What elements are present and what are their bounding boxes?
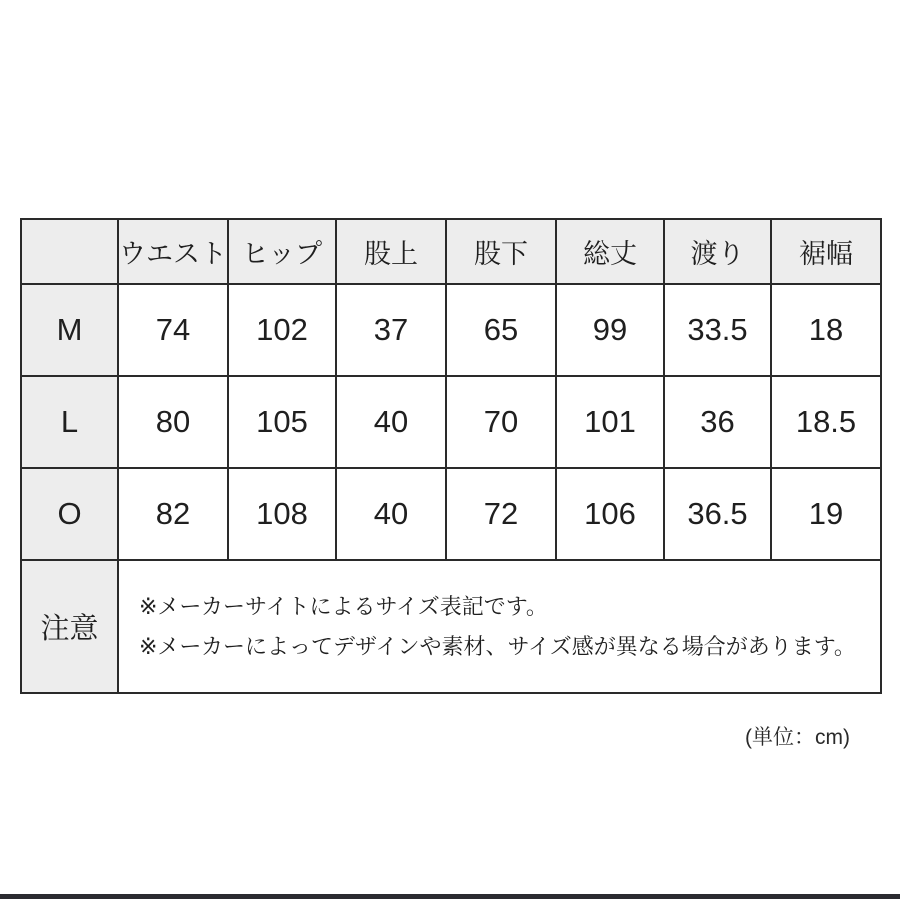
cell-m-total-length: 99	[556, 284, 664, 376]
note-label: 注意	[21, 560, 118, 693]
header-cell-waist: ウエスト	[118, 219, 228, 284]
note-line-1: ※メーカーサイトによるサイズ表記です。	[139, 593, 548, 619]
row-label-m: M	[21, 284, 118, 376]
note-cell	[118, 560, 881, 693]
cell-m-thigh-width: 33.5	[664, 284, 771, 376]
header-cell-rise: 股上	[336, 219, 446, 284]
row-size-m	[21, 284, 881, 376]
header-cell-hem-width: 裾幅	[771, 219, 881, 284]
cell-o-total-length: 106	[556, 468, 664, 560]
cell-l-waist: 80	[118, 376, 228, 468]
row-label-l: L	[21, 376, 118, 468]
header-cell-total-length: 総丈	[556, 219, 664, 284]
cell-m-hem-width: 18	[771, 284, 881, 376]
cell-o-hem-width: 19	[771, 468, 881, 560]
table-header-row	[21, 219, 881, 284]
cell-l-thigh-width: 36	[664, 376, 771, 468]
photo-bottom-edge	[0, 894, 900, 899]
row-note	[21, 560, 881, 693]
cell-m-waist: 74	[118, 284, 228, 376]
row-size-o	[21, 468, 881, 560]
row-size-l	[21, 376, 881, 468]
cell-m-hip: 102	[228, 284, 336, 376]
cell-l-hip: 105	[228, 376, 336, 468]
header-cell-inseam: 股下	[446, 219, 556, 284]
cell-o-hip: 108	[228, 468, 336, 560]
header-cell-thigh-width: 渡り	[664, 219, 771, 284]
header-cell-hip: ヒップ	[228, 219, 336, 284]
row-label-o: O	[21, 468, 118, 560]
cell-m-rise: 37	[336, 284, 446, 376]
cell-l-total-length: 101	[556, 376, 664, 468]
cell-o-thigh-width: 36.5	[664, 468, 771, 560]
cell-l-rise: 40	[336, 376, 446, 468]
cell-l-hem-width: 18.5	[771, 376, 881, 468]
cell-l-inseam: 70	[446, 376, 556, 468]
unit-label: (単位：cm)	[745, 726, 850, 749]
cell-o-waist: 82	[118, 468, 228, 560]
cell-o-rise: 40	[336, 468, 446, 560]
size-chart-table	[20, 218, 882, 694]
note-line-2: ※メーカーによってデザインや素材、サイズ感が異なる場合があります。	[139, 633, 856, 659]
cell-m-inseam: 65	[446, 284, 556, 376]
cell-o-inseam: 72	[446, 468, 556, 560]
header-cell-empty	[21, 219, 118, 284]
